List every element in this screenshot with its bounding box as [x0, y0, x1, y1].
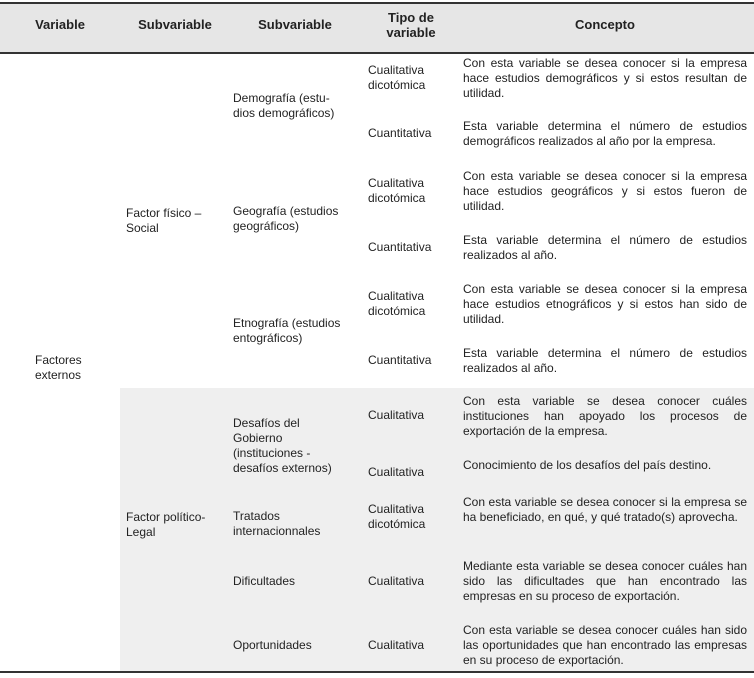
concepto-cell: Con esta variable se desea conocer si la empresa hace estudios demográficos y si estos resultan de utilidad.: [463, 56, 747, 100]
tipo-cell: Cualitativa: [368, 408, 425, 422]
tipo-cell: Cualitativa dicotómica: [368, 63, 426, 92]
concepto-cell: Esta variable determina el número de estudios realizados al año.: [463, 233, 747, 262]
header-concepto: Concepto: [575, 17, 635, 32]
concepto-cell: Con esta variable se desea conocer cuáles instituciones han apoyado los procesos de exportación de la empresa.: [463, 394, 747, 438]
concepto-cell: Con esta variable se desea conocer si la empresa hace estudios geográficos y si estos fueron de utilidad.: [463, 169, 747, 213]
factor-cell: Factor físico – Social: [126, 206, 202, 235]
subvariable-cell: Oportunidades: [233, 638, 312, 652]
tipo-cell: Cualitativa dicotómica: [368, 176, 426, 205]
table-bottom-border: [0, 671, 754, 673]
concepto-cell: Con esta variable se desea conocer cuáles han sido las oportunidades que han encontrado las empresas en su proceso de exportación.: [463, 623, 747, 667]
tipo-cell: Cuantitativa: [368, 126, 432, 140]
concepto-cell: Con esta variable se desea conocer si la empresa se ha beneficiado, en qué, y qué tratado(s) aprovecha.: [463, 495, 747, 524]
tipo-cell: Cuantitativa: [368, 240, 432, 254]
header-tipo: Tipo de variable: [386, 10, 436, 40]
subvariable-cell: Dificultades: [233, 574, 296, 588]
header-subvariable-2: Subvariable: [258, 17, 332, 32]
tipo-cell: Cualitativa: [368, 465, 425, 479]
concepto-cell: Mediante esta variable se desea conocer cuáles han sido las dificultades que han encontrado las empresas en su proceso de exportación.: [463, 559, 747, 603]
tipo-cell: Cualitativa: [368, 574, 425, 588]
factor-cell: Factor político-Legal: [126, 510, 206, 539]
subvariable-cell: Demografía (estu-dios demográficos): [233, 91, 335, 120]
concepto-cell: Con esta variable se desea conocer si la empresa hace estudios etnográficos y si estos han sido de utilidad.: [463, 282, 747, 326]
concepto-cell: Esta variable determina el número de estudios demográficos realizados al año por la empresa.: [463, 119, 747, 148]
tipo-cell: Cuantitativa: [368, 353, 432, 367]
tipo-cell: Cualitativa: [368, 638, 425, 652]
tipo-cell: Cualitativa dicotómica: [368, 289, 426, 318]
header-variable: Variable: [35, 17, 85, 32]
subvariable-cell: Desafíos del Gobierno (instituciones - desafíos externos): [233, 416, 332, 475]
concepto-cell: Esta variable determina el número de estudios realizados al año.: [463, 346, 747, 375]
subvariable-cell: Etnografía (estudios entográficos): [233, 316, 341, 345]
subvariable-cell: Tratados internacionnales: [233, 509, 321, 538]
variable-cell: Factores externos: [35, 353, 82, 382]
concepto-cell: Conocimiento de los desafíos del país destino.: [463, 458, 712, 472]
tipo-cell: Cualitativa dicotómica: [368, 502, 426, 531]
subvariable-cell: Geografía (estudios geográficos): [233, 204, 339, 233]
header-subvariable-1: Subvariable: [138, 17, 212, 32]
